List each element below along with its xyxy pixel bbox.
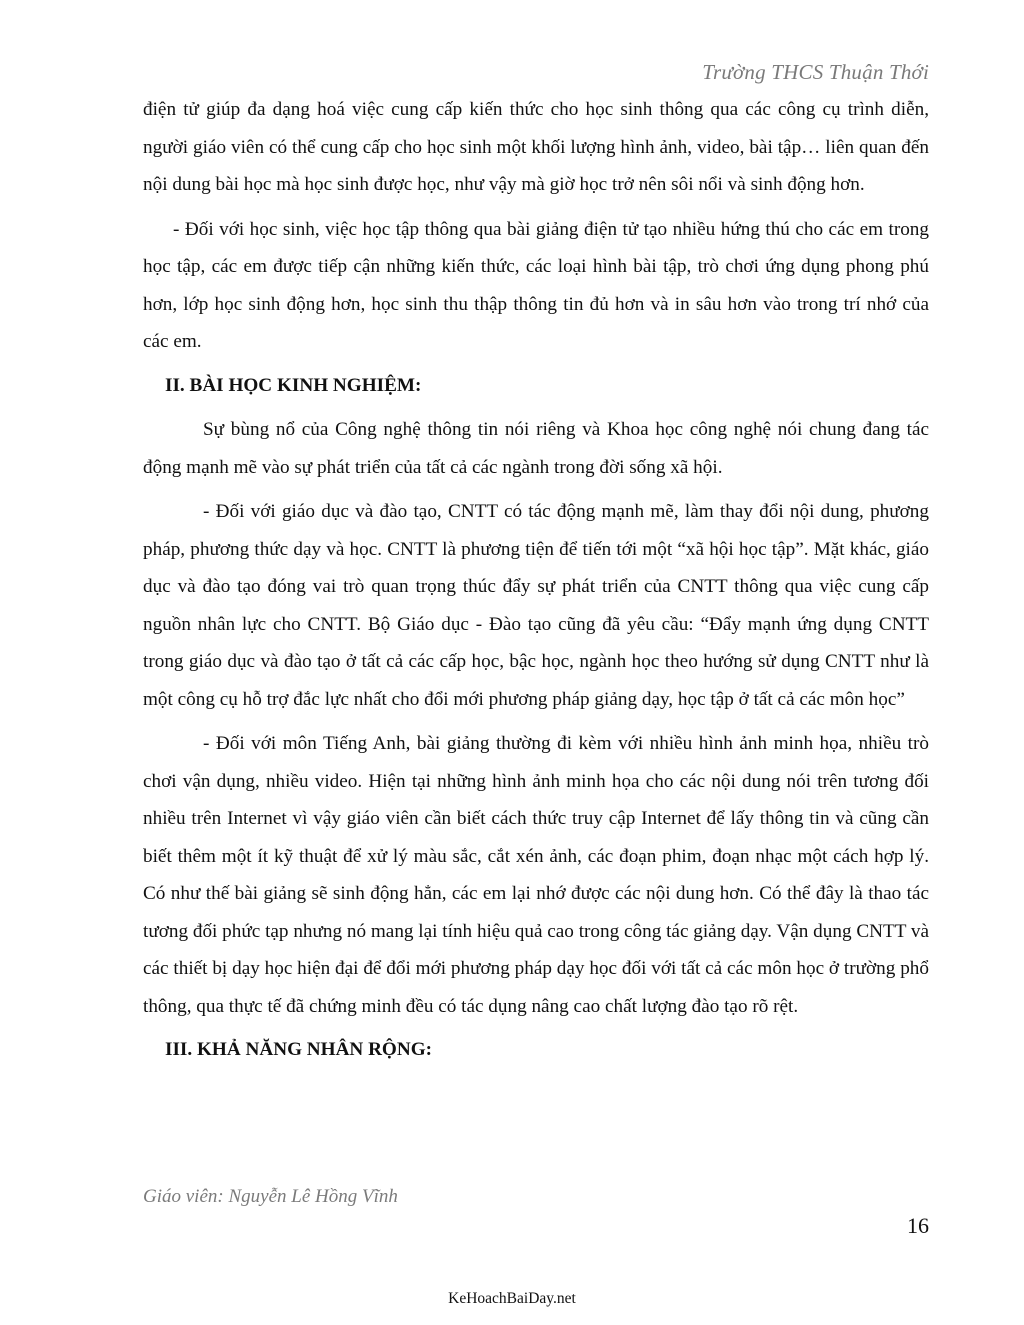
section-heading-2: II. BÀI HỌC KINH NGHIỆM: — [165, 374, 422, 396]
document-body — [143, 91, 929, 1069]
paragraph-1: điện tử giúp đa dạng hoá việc cung cấp kiến thức cho học sinh thông qua các công cụ trình diễn, người giáo viên có thể cung cấp cho học sinh một khối lượng hình ảnh, video, bài tập… liên quan đến nội dung bài học mà học sinh được học, như vậy mà giờ học trở nên sôi nổi và sinh động hơn. — [143, 99, 929, 195]
header-school-name: Trường THCS Thuận Thới — [702, 60, 929, 84]
paragraph-5: - Đối với môn Tiếng Anh, bài giảng thường đi kèm với nhiều hình ảnh minh họa, nhiều trò chơi vận dụng, nhiều video. Hiện tại những hình ảnh minh họa cho các nội dung nói trên tương đối nhiều trên Internet vì vậy giáo viên cần biết cách thức truy cập Internet để lấy thông tin và cũng cần biết thêm một ít kỹ thuật để xử lý màu sắc, cắt xén ảnh, các đoạn phim, đoạn nhạc một cách hợp lý. Có như thế bài giảng sẽ sinh động hẳn, các em lại nhớ được các nội dung hơn. Có thể đây là thao tác tương đối phức tạp nhưng nó mang lại tính hiệu quả cao trong công tác giảng dạy. Vận dụng CNTT và các thiết bị dạy học hiện đại để đổi mới phương pháp dạy học đối với tất cả các môn học ở trường phổ thông, qua thực tế đã chứng minh đều có tác dụng nâng cao chất lượng đào tạo rõ rệt. — [143, 733, 929, 1017]
paragraph-3: Sự bùng nổ của Công nghệ thông tin nói riêng và Khoa học công nghệ nói chung đang tác động mạnh mẽ vào sự phát triển của tất cả các ngành trong đời sống xã hội. — [143, 419, 929, 478]
footer-teacher-name: Giáo viên: Nguyễn Lê Hồng Vĩnh — [143, 1186, 398, 1207]
paragraph-2: - Đối với học sinh, việc học tập thông qua bài giảng điện tử tạo nhiều hứng thú cho các em trong học tập, các em được tiếp cận những kiến thức, các loại hình bài tập, trò chơi ứng dụng phong phú hơn, lớp học sinh động hơn, học sinh thu thập thông tin đủ hơn và in sâu hơn vào trong trí nhớ của các em. — [143, 218, 929, 352]
section-heading-3: III. KHẢ NĂNG NHÂN RỘNG: — [165, 1039, 433, 1060]
page-number: 16 — [907, 1213, 929, 1238]
site-watermark: KeHoachBaiDay.net — [448, 1290, 576, 1307]
paragraph-4: - Đối với giáo dục và đào tạo, CNTT có tác động mạnh mẽ, làm thay đổi nội dung, phương pháp, phương thức dạy và học. CNTT là phương tiện để tiến tới một “xã hội học tập”. Mặt khác, giáo dục và đào tạo đóng vai trò quan trọng thúc đẩy sự phát triển của CNTT thông qua việc cung cấp nguồn nhân lực cho CNTT. Bộ Giáo dục - Đào tạo cũng đã yêu cầu: “Đẩy mạnh ứng dụng CNTT trong giáo dục và đào tạo ở tất cả các cấp học, bậc học, ngành học theo hướng sử dụng CNTT như là một công cụ hỗ trợ đắc lực nhất cho đổi mới phương pháp giảng dạy, học tập ở tất cả các môn học” — [143, 501, 929, 710]
